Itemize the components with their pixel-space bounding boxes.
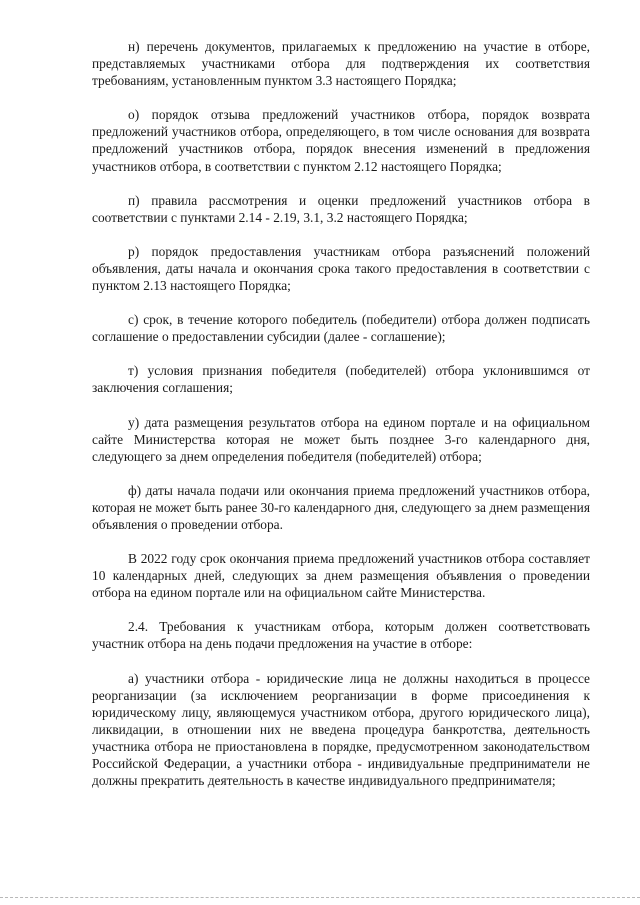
paragraph-s: с) срок, в течение которого победитель (победители) отбора должен подписать соглашение о предоставлении субсидии (далее - соглашение);: [92, 312, 590, 345]
paragraph-f: ф) даты начала подачи или окончания приема предложений участников отбора, которая не может быть ранее 30-го календарного дня, следующего за днем размещения объявления о проведении отбора.: [92, 482, 590, 532]
paragraph-r: р) порядок предоставления участникам отбора разъяснений положений объявления, даты начала и окончания срока такого предоставления в соответствии с пунктом 2.13 настоящего Порядка;: [92, 243, 590, 294]
paragraph-o: о) порядок отзыва предложений участников отбора, порядок возврата предложений участников отбора, определяющего, в том числе основания для возврата предложений участников отбора, порядок внесения изменений в предложения участников отбора, в соответствии с пунктом 2.12 настоящего Порядка;: [92, 107, 590, 174]
paragraph-2022-deadline: В 2022 году срок окончания приема предложений участников отбора составляет 10 календарных дней, следующих за днем размещения объявления о проведении отбора на едином портале или на официальном сайте Министерства.: [92, 551, 590, 601]
paragraph-t: т) условия признания победителя (победителей) отбора уклонившимся от заключения соглашения;: [92, 363, 590, 396]
paragraph-u: у) дата размещения результатов отбора на едином портале и на официальном сайте Министерства которая не может быть позднее 3-го календарного дня, следующего за днем определения победителя (победителей) отбора;: [92, 414, 590, 464]
page-bottom-edge: [0, 897, 640, 898]
paragraph-section-2-4: 2.4. Требования к участникам отбора, которым должен соответствовать участник отбора на день подачи предложения на участие в отборе:: [92, 619, 590, 652]
paragraph-p: п) правила рассмотрения и оценки предложений участников отбора в соответствии с пунктами 2.14 - 2.19, 3.1, 3.2 настоящего Порядка;: [92, 192, 590, 225]
paragraph-n: н) перечень документов, прилагаемых к предложению на участие в отборе, представляемых участниками отбора для подтверждения их соответствия требованиям, установленным пунктом 3.3 настоящего Порядка;: [92, 39, 590, 89]
paragraph-a: а) участники отбора - юридические лица не должны находиться в процессе реорганизации (за исключением реорганизации в форме присоединения к юридическому лицу, являющемуся участником отбора, другого юридического лица), ликвидации, в отношении них не введена процедура банкротства, деятельность участника отбора не приостановлена в порядке, предусмотренном законодательством Российской Федерации, а участники отбора - индивидуальные предприниматели не должны прекратить деятельность в качестве индивидуального предпринимателя;: [92, 670, 590, 789]
document-body: [92, 38, 590, 789]
